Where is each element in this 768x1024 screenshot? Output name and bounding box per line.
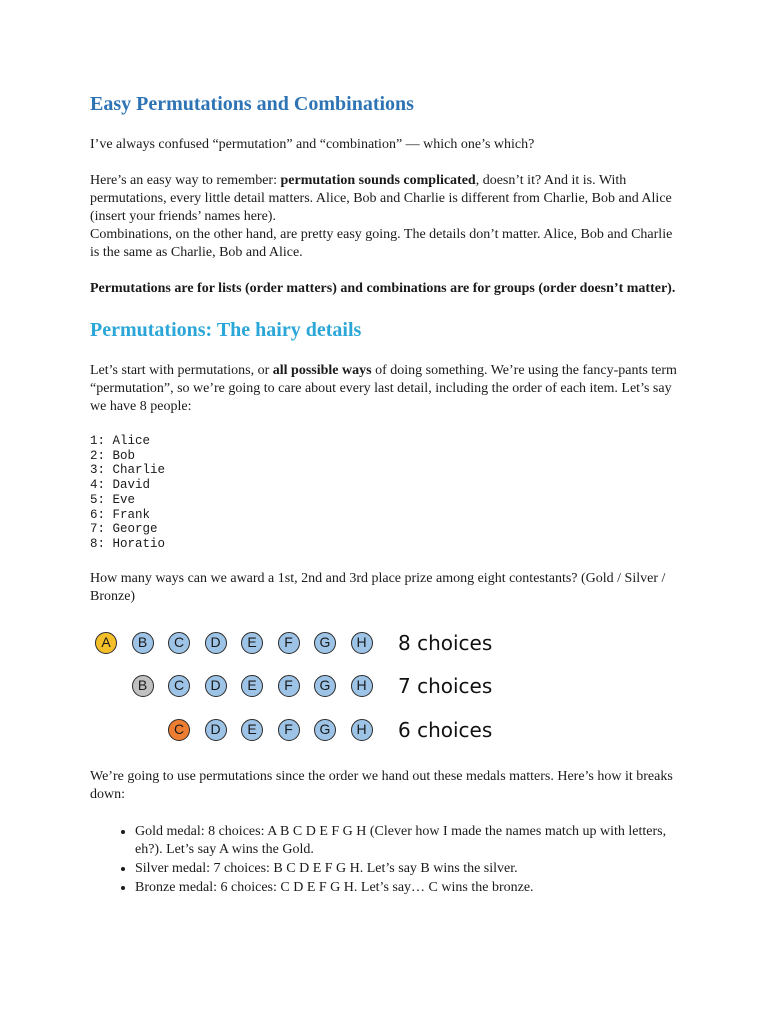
list-item: • Gold medal: 8 choices: A B C D E F G H (Clever how I made the names match up with letters, eh?). Let’s say A wins the Gold. <box>135 822 682 859</box>
letter-circle-a: A <box>95 632 117 654</box>
choice-row <box>90 675 690 701</box>
section-paragraph <box>90 362 682 416</box>
medal-choices-diagram <box>90 632 682 762</box>
list-item: • Bronze medal: 6 choices: C D E F G H. Let’s say… C wins the bronze. <box>135 878 682 897</box>
letter-circle-b: B <box>132 675 154 697</box>
remember-text-after: , doesn’t it? And it is. With permutations, every little detail matters. Alice, Bob and Charlie is different from Charlie, Bob and Alice (insert your friends’ names here). <box>90 173 672 224</box>
page-title: Easy Permutations and Combinations <box>90 93 414 115</box>
question-paragraph: How many ways can we award a 1st, 2nd and 3rd place prize among eight contestants? (Gold / Silver / Bronze) <box>90 570 666 604</box>
letter-circle-f: F <box>278 632 300 654</box>
people-list-item: 4: David <box>90 478 151 493</box>
letter-circle-c: C <box>168 632 190 654</box>
combinations-paragraph: Combinations, on the other hand, are pretty easy going. The details don’t matter. Alice, Bob and Charlie is the same as Charlie, Bob and Alice. <box>90 227 673 260</box>
summary-paragraph <box>90 280 682 298</box>
section-title: Permutations: The hairy details <box>90 319 362 341</box>
people-list-item: 6: Frank <box>90 507 151 522</box>
letter-circle-e: E <box>241 719 263 741</box>
letter-circle-h: H <box>351 719 373 741</box>
people-list-item: 8: Horatio <box>90 536 166 551</box>
remember-paragraph <box>90 172 682 226</box>
letter-circle-c: C <box>168 675 190 697</box>
letter-circle-d: D <box>205 675 227 697</box>
remember-text-bold: permutation sounds complicated <box>280 173 476 188</box>
letter-circle-f: F <box>278 719 300 741</box>
letter-circle-g: G <box>314 675 336 697</box>
document-content <box>90 90 682 897</box>
section-text-before: Let’s start with permutations, or <box>90 363 273 378</box>
letter-circle-g: G <box>314 719 336 741</box>
intro-paragraph: I’ve always confused “permutation” and “combination” — which one’s which? <box>90 137 535 152</box>
choice-count-label: 8 choices <box>398 630 493 655</box>
letter-circle-h: H <box>351 632 373 654</box>
letter-circle-d: D <box>205 719 227 741</box>
remember-text-before: Here’s an easy way to remember: <box>90 173 281 188</box>
letter-circle-f: F <box>278 675 300 697</box>
letter-circle-d: D <box>205 632 227 654</box>
explain-paragraph: We’re going to use permutations since the order we hand out these medals matters. Here’s how it breaks down: <box>90 768 673 802</box>
letter-circle-g: G <box>314 632 336 654</box>
letter-circle-h: H <box>351 675 373 697</box>
people-list <box>90 434 682 552</box>
choice-row <box>90 632 690 658</box>
list-item: • Silver medal: 7 choices: B C D E F G H. Let’s say B wins the silver. <box>135 859 682 878</box>
letter-circle-e: E <box>241 632 263 654</box>
letter-circle-b: B <box>132 632 154 654</box>
choice-row <box>90 719 690 745</box>
summary-bold-text: Permutations are for lists (order matters) and combinations are for groups (order doesn’t matter). <box>90 281 676 296</box>
letter-circle-c: C <box>168 719 190 741</box>
people-list-item: 3: Charlie <box>90 463 166 478</box>
medal-bullet-list <box>90 822 682 897</box>
people-list-item: 5: Eve <box>90 492 136 507</box>
people-list-item: 1: Alice <box>90 434 151 448</box>
people-list-item: 2: Bob <box>90 448 136 463</box>
people-list-item: 7: George <box>90 522 158 537</box>
choice-count-label: 6 choices <box>398 717 493 742</box>
section-text-after: of doing something. We’re using the fancy-pants term “permutation”, so we’re going to care about every last detail, including the order of each item. Let’s say we have 8 people: <box>90 363 677 414</box>
choice-count-label: 7 choices <box>398 674 493 699</box>
section-text-bold: all possible ways <box>272 363 372 378</box>
letter-circle-e: E <box>241 675 263 697</box>
